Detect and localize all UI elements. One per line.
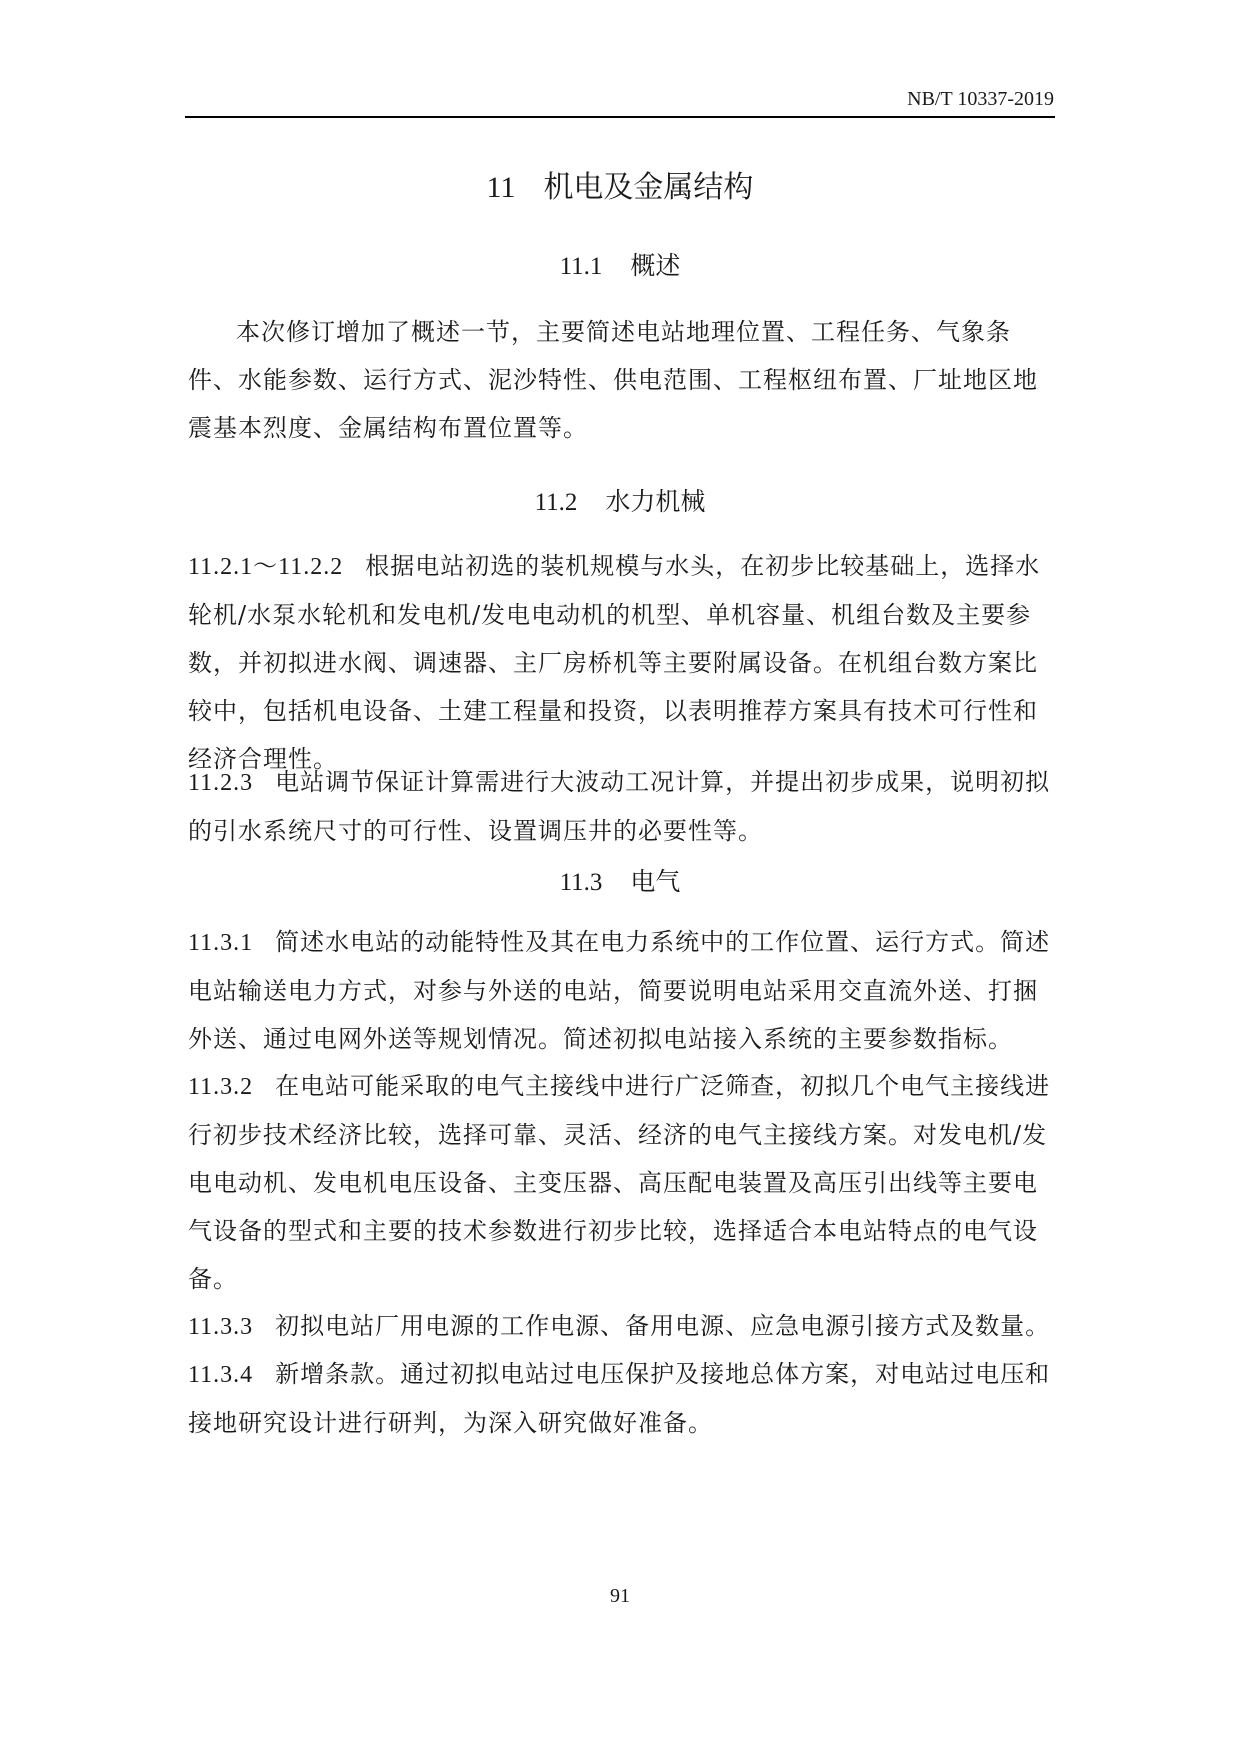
clause-number: 11.3.1	[188, 930, 254, 956]
clause-number: 11.2.3	[188, 770, 254, 796]
paragraph-11-3-1	[188, 918, 1054, 1063]
clause-text: 初拟电站厂用电源的工作电源、备用电源、应急电源引接方式及数量。	[275, 1312, 1051, 1340]
section-heading-11-2	[0, 482, 1240, 518]
section-title: 电气	[630, 867, 681, 896]
paragraph-11-2-3	[188, 758, 1054, 855]
clause-text: 新增条款。通过初拟电站过电压保护及接地总体方案，对电站过电压和接地研究设计进行研判，为深入研究做好准备。	[188, 1360, 1051, 1437]
header-rule	[185, 116, 1055, 118]
clause-text: 根据电站初选的装机规模与水头，在初步比较基础上，选择水轮机/水泵水轮机和发电机/发电电动机的机型、单机容量、机组台数及主要参数，并初拟进水阀、调速器、主厂房桥机等主要附属设备。在机组台数方案比较中，包括机电设备、土建工程量和投资，以表明推荐方案具有技术可行性和经济合理性。	[188, 552, 1041, 773]
section-number: 11.1	[559, 253, 603, 280]
paragraph-11-3-2	[188, 1062, 1054, 1303]
paragraph-11-3-4	[188, 1350, 1054, 1447]
chapter-heading	[0, 162, 1240, 206]
page-number: 91	[610, 1585, 630, 1607]
standard-code: NB/T 10337-2019	[907, 88, 1054, 110]
paragraph-11-2-1	[188, 542, 1054, 783]
section-heading-11-1	[0, 246, 1240, 282]
clause-text: 简述水电站的动能特性及其在电力系统中的工作位置、运行方式。简述电站输送电力方式，对参与外送的电站，简要说明电站采用交直流外送、打捆外送、通过电网外送等规划情况。简述初拟电站接入系统的主要参数指标。	[188, 928, 1051, 1053]
clause-number: 11.3.4	[188, 1362, 254, 1388]
clause-number: 11.3.3	[188, 1314, 254, 1340]
paragraph-overview: 本次修订增加了概述一节，主要简述电站地理位置、工程任务、气象条件、水能参数、运行方式、泥沙特性、供电范围、工程枢纽布置、厂址地区地震基本烈度、金属结构布置位置等。	[188, 318, 1038, 442]
section-number: 11.2	[534, 489, 578, 516]
paragraph-11-3-3	[188, 1302, 1054, 1351]
section-title: 概述	[630, 251, 681, 280]
section-title: 水力机械	[605, 487, 706, 516]
clause-number: 11.2.1～11.2.2	[188, 554, 344, 580]
section-heading-11-3	[0, 862, 1240, 898]
clause-text: 电站调节保证计算需进行大波动工况计算，并提出初步成果，说明初拟的引水系统尺寸的可行性、设置调压井的必要性等。	[188, 768, 1051, 845]
section-number: 11.3	[559, 869, 603, 896]
chapter-number: 11	[486, 171, 516, 204]
chapter-title: 机电及金属结构	[543, 170, 754, 205]
clause-text: 在电站可能采取的电气主接线中进行广泛筛查，初拟几个电气主接线进行初步技术经济比较，选择可靠、灵活、经济的电气主接线方案。对发电机/发电电动机、发电机电压设备、主变压器、高压配电装置及高压引出线等主要电气设备的型式和主要的技术参数进行初步比较，选择适合本电站特点的电气设备。	[188, 1072, 1051, 1293]
clause-number: 11.3.2	[188, 1074, 254, 1100]
